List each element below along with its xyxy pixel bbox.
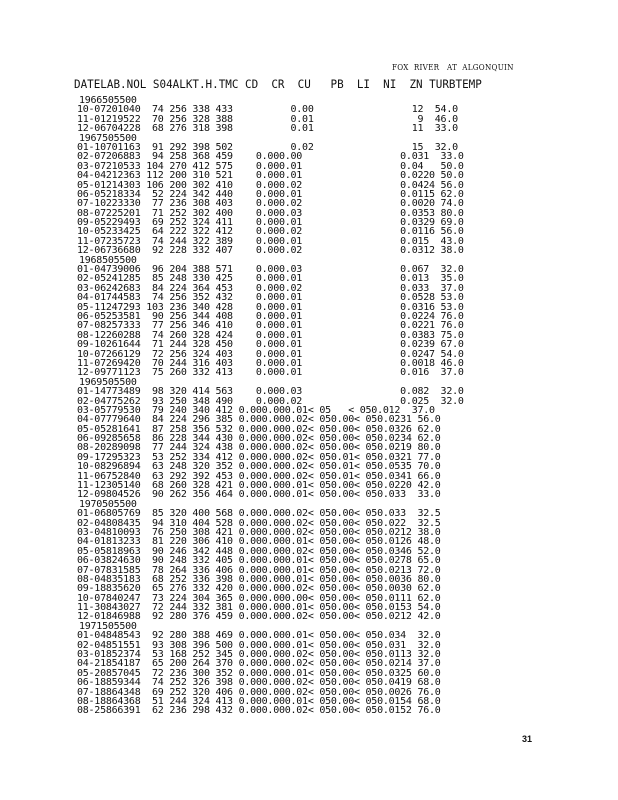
table-row: 07-10223330 77 236 308 403 0.000.02 0.0020 74.0 xyxy=(77,198,464,210)
year-heading: 1970505500 xyxy=(79,498,137,510)
table-row: 05-05818963 90 246 342 448 0.000.000.02< 050.00< 050.0346 52.0 xyxy=(77,545,441,557)
table-row: 06-18859344 74 252 326 398 0.000.000.02< 050.00< 050.0419 68.0 xyxy=(77,677,441,689)
table-row: 02-05241285 85 248 330 425 0.000.01 0.013 35.0 xyxy=(77,273,464,285)
table-row: 11-07235723 74 244 322 389 0.000.01 0.015 43.0 xyxy=(77,235,464,247)
table-row: 06-05253581 90 256 344 408 0.000.01 0.0224 76.0 xyxy=(77,310,464,322)
table-row: 06-05218334 52 224 342 440 0.000.01 0.0115 62.0 xyxy=(77,188,464,200)
table-row: 08-04835183 68 252 336 398 0.000.000.01< 050.00< 050.0036 80.0 xyxy=(77,573,441,585)
table-row: 09-05229493 69 252 324 411 0.000.01 0.0329 69.0 xyxy=(77,217,464,229)
table-row: 01-14773489 98 320 414 563 0.000.03 0.082 32.0 xyxy=(77,386,464,398)
table-row: 04-21854187 65 200 264 370 0.000.000.02< 050.00< 050.0214 37.0 xyxy=(77,658,441,670)
table-row: 04-04212363 112 200 310 521 0.000.01 0.0220 50.0 xyxy=(77,170,464,182)
table-row: 11-30843027 72 244 332 381 0.000.000.01< 050.00< 050.0153 54.0 xyxy=(77,602,441,614)
table-row: 10-07201040 74 256 338 433 0.00 12 54.0 xyxy=(77,104,458,116)
station-title: FOX RIVER AT ALGONQUIN xyxy=(392,63,514,72)
table-row: 05-05281641 87 258 356 532 0.000.000.02< 050.00< 050.0326 62.0 xyxy=(77,423,441,435)
table-row: 07-08257333 77 256 346 410 0.000.01 0.0221 76.0 xyxy=(77,320,464,332)
table-row: 06-03824630 90 248 332 405 0.000.000.01< 050.00< 050.0278 65.0 xyxy=(77,555,441,567)
table-row: 10-08296894 63 248 320 352 0.000.000.02< 050.01< 050.0535 70.0 xyxy=(77,461,441,473)
page-number: 31 xyxy=(522,734,533,744)
table-row: 08-18864368 51 244 324 413 0.000.000.01< 050.00< 050.0154 68.0 xyxy=(77,696,441,707)
table-row: 03-04810093 76 250 308 421 0.000.000.02< 050.00< 050.0212 38.0 xyxy=(77,526,441,538)
table-row: 03-07210533 104 270 412 575 0.000.01 0.04 50.0 xyxy=(77,160,464,172)
table-row: 06-09285658 86 228 344 430 0.000.000.02< 050.00< 050.0234 62.0 xyxy=(77,433,441,445)
table-row: 10-07266129 72 256 324 403 0.000.01 0.0247 54.0 xyxy=(77,348,464,360)
table-row: 05-01214303 106 200 302 410 0.000.02 0.0424 56.0 xyxy=(77,179,464,191)
year-heading: 1971505500 xyxy=(79,620,137,632)
table-row: 04-01744583 74 256 352 432 0.000.01 0.0528 53.0 xyxy=(77,292,464,304)
table-row: 09-10261644 71 244 328 450 0.000.01 0.0239 67.0 xyxy=(77,339,464,351)
table-row: 04-07779640 84 224 296 385 0.000.000.02< 050.00< 050.0231 56.0 xyxy=(77,414,441,426)
table-row: 12-09771123 75 260 332 413 0.000.01 0.016 37.0 xyxy=(77,367,464,379)
table-row: 02-04808435 94 310 404 528 0.000.000.02< 050.00< 050.022 32.5 xyxy=(77,517,441,529)
table-row: 12-01846988 92 280 376 459 0.000.000.02< 050.00< 050.0212 42.0 xyxy=(77,611,441,623)
table-row: 02-04775262 93 250 348 490 0.000.02 0.025 32.0 xyxy=(77,395,464,407)
table-row: 01-04739006 96 204 388 571 0.000.03 0.067 32.0 xyxy=(77,264,464,276)
table-row: 11-07269420 70 244 316 403 0.000.01 0.0018 46.0 xyxy=(77,357,464,369)
table-row: 08-07225201 71 252 302 400 0.000.03 0.0353 80.0 xyxy=(77,207,464,219)
year-heading: 1966505500 xyxy=(79,95,137,106)
table-row: 11-06752840 63 292 392 453 0.000.000.02< 050.01< 050.0341 66.0 xyxy=(77,470,441,482)
table-row: 04-01813233 81 220 306 410 0.000.000.01< 050.00< 050.0126 48.0 xyxy=(77,536,441,548)
table-row: 03-06242683 84 224 364 453 0.000.02 0.033 37.0 xyxy=(77,282,464,294)
table-row: 07-07831585 78 264 336 406 0.000.000.01< 050.00< 050.0213 72.0 xyxy=(77,564,441,576)
table-row: 05-20857045 72 236 300 352 0.000.000.01< 050.00< 050.0325 60.0 xyxy=(77,667,441,679)
table-row: 08-25866391 62 236 298 432 0.000.000.02< 050.00< 050.0152 76.0 xyxy=(77,705,441,717)
table-row: 12-06704228 68 276 318 398 0.01 11 33.0 xyxy=(77,123,458,135)
table-row: 08-20289098 77 244 324 438 0.000.000.02< 050.00< 050.0219 80.0 xyxy=(77,442,441,454)
table-row: 01-10701163 91 292 398 502 0.02 15 32.0 xyxy=(77,141,458,153)
table-row: 02-07206883 94 258 368 459 0.000.00 0.031 33.0 xyxy=(77,151,464,163)
table-row: 02-04851551 93 308 396 500 0.000.000.01< 050.00< 050.031 32.0 xyxy=(77,639,441,651)
table-row: 09-17295323 53 252 334 412 0.000.000.02< 050.01< 050.0321 77.0 xyxy=(77,451,441,463)
table-row: 08-12260288 74 260 328 424 0.000.01 0.0383 75.0 xyxy=(77,329,464,341)
table-row: 11-12305140 68 260 328 421 0.000.000.01< 050.00< 050.0220 42.0 xyxy=(77,480,441,492)
year-heading: 1969505500 xyxy=(79,376,137,388)
table-row: 12-09804526 90 262 356 464 0.000.000.01< 050.00< 050.033 33.0 xyxy=(77,489,441,501)
data-table xyxy=(77,96,577,716)
year-heading: 1968505500 xyxy=(79,254,137,266)
table-row: 10-07840247 73 224 304 365 0.000.000.00< 050.00< 050.0111 62.0 xyxy=(77,592,441,604)
table-row: 01-06805769 85 320 400 568 0.000.000.02< 050.00< 050.033 32.5 xyxy=(77,508,441,520)
table-row: 07-18864348 69 252 320 406 0.000.000.02< 050.00< 050.0026 76.0 xyxy=(77,686,441,698)
year-heading: 1967505500 xyxy=(79,132,137,144)
table-row: 03-01852374 53 168 252 345 0.000.000.02< 050.00< 050.0113 32.0 xyxy=(77,649,441,661)
table-row: 12-06736680 92 228 332 407 0.000.02 0.0312 38.0 xyxy=(77,245,464,257)
column-header: DATELAB.NOL S04ALKT.H.TMC CD CR CU PB LI NI ZN TURBTEMP xyxy=(74,77,482,91)
table-row: 03-05779530 79 240 340 412 0.000.000.01< 05 < 050.012 37.0 xyxy=(77,404,435,416)
table-row: 10-05233425 64 222 322 412 0.000.02 0.0116 56.0 xyxy=(77,226,464,238)
table-row: 01-04848543 92 280 388 469 0.000.000.01< 050.00< 050.034 32.0 xyxy=(77,630,441,642)
table-row: 09-18835620 65 276 332 420 0.000.000.02< 050.00< 050.0030 62.0 xyxy=(77,583,441,595)
table-row: 11-01219522 70 256 328 388 0.01 9 46.0 xyxy=(77,113,458,125)
table-row: 05-11247293 103 236 340 428 0.000.01 0.0316 53.0 xyxy=(77,301,464,313)
